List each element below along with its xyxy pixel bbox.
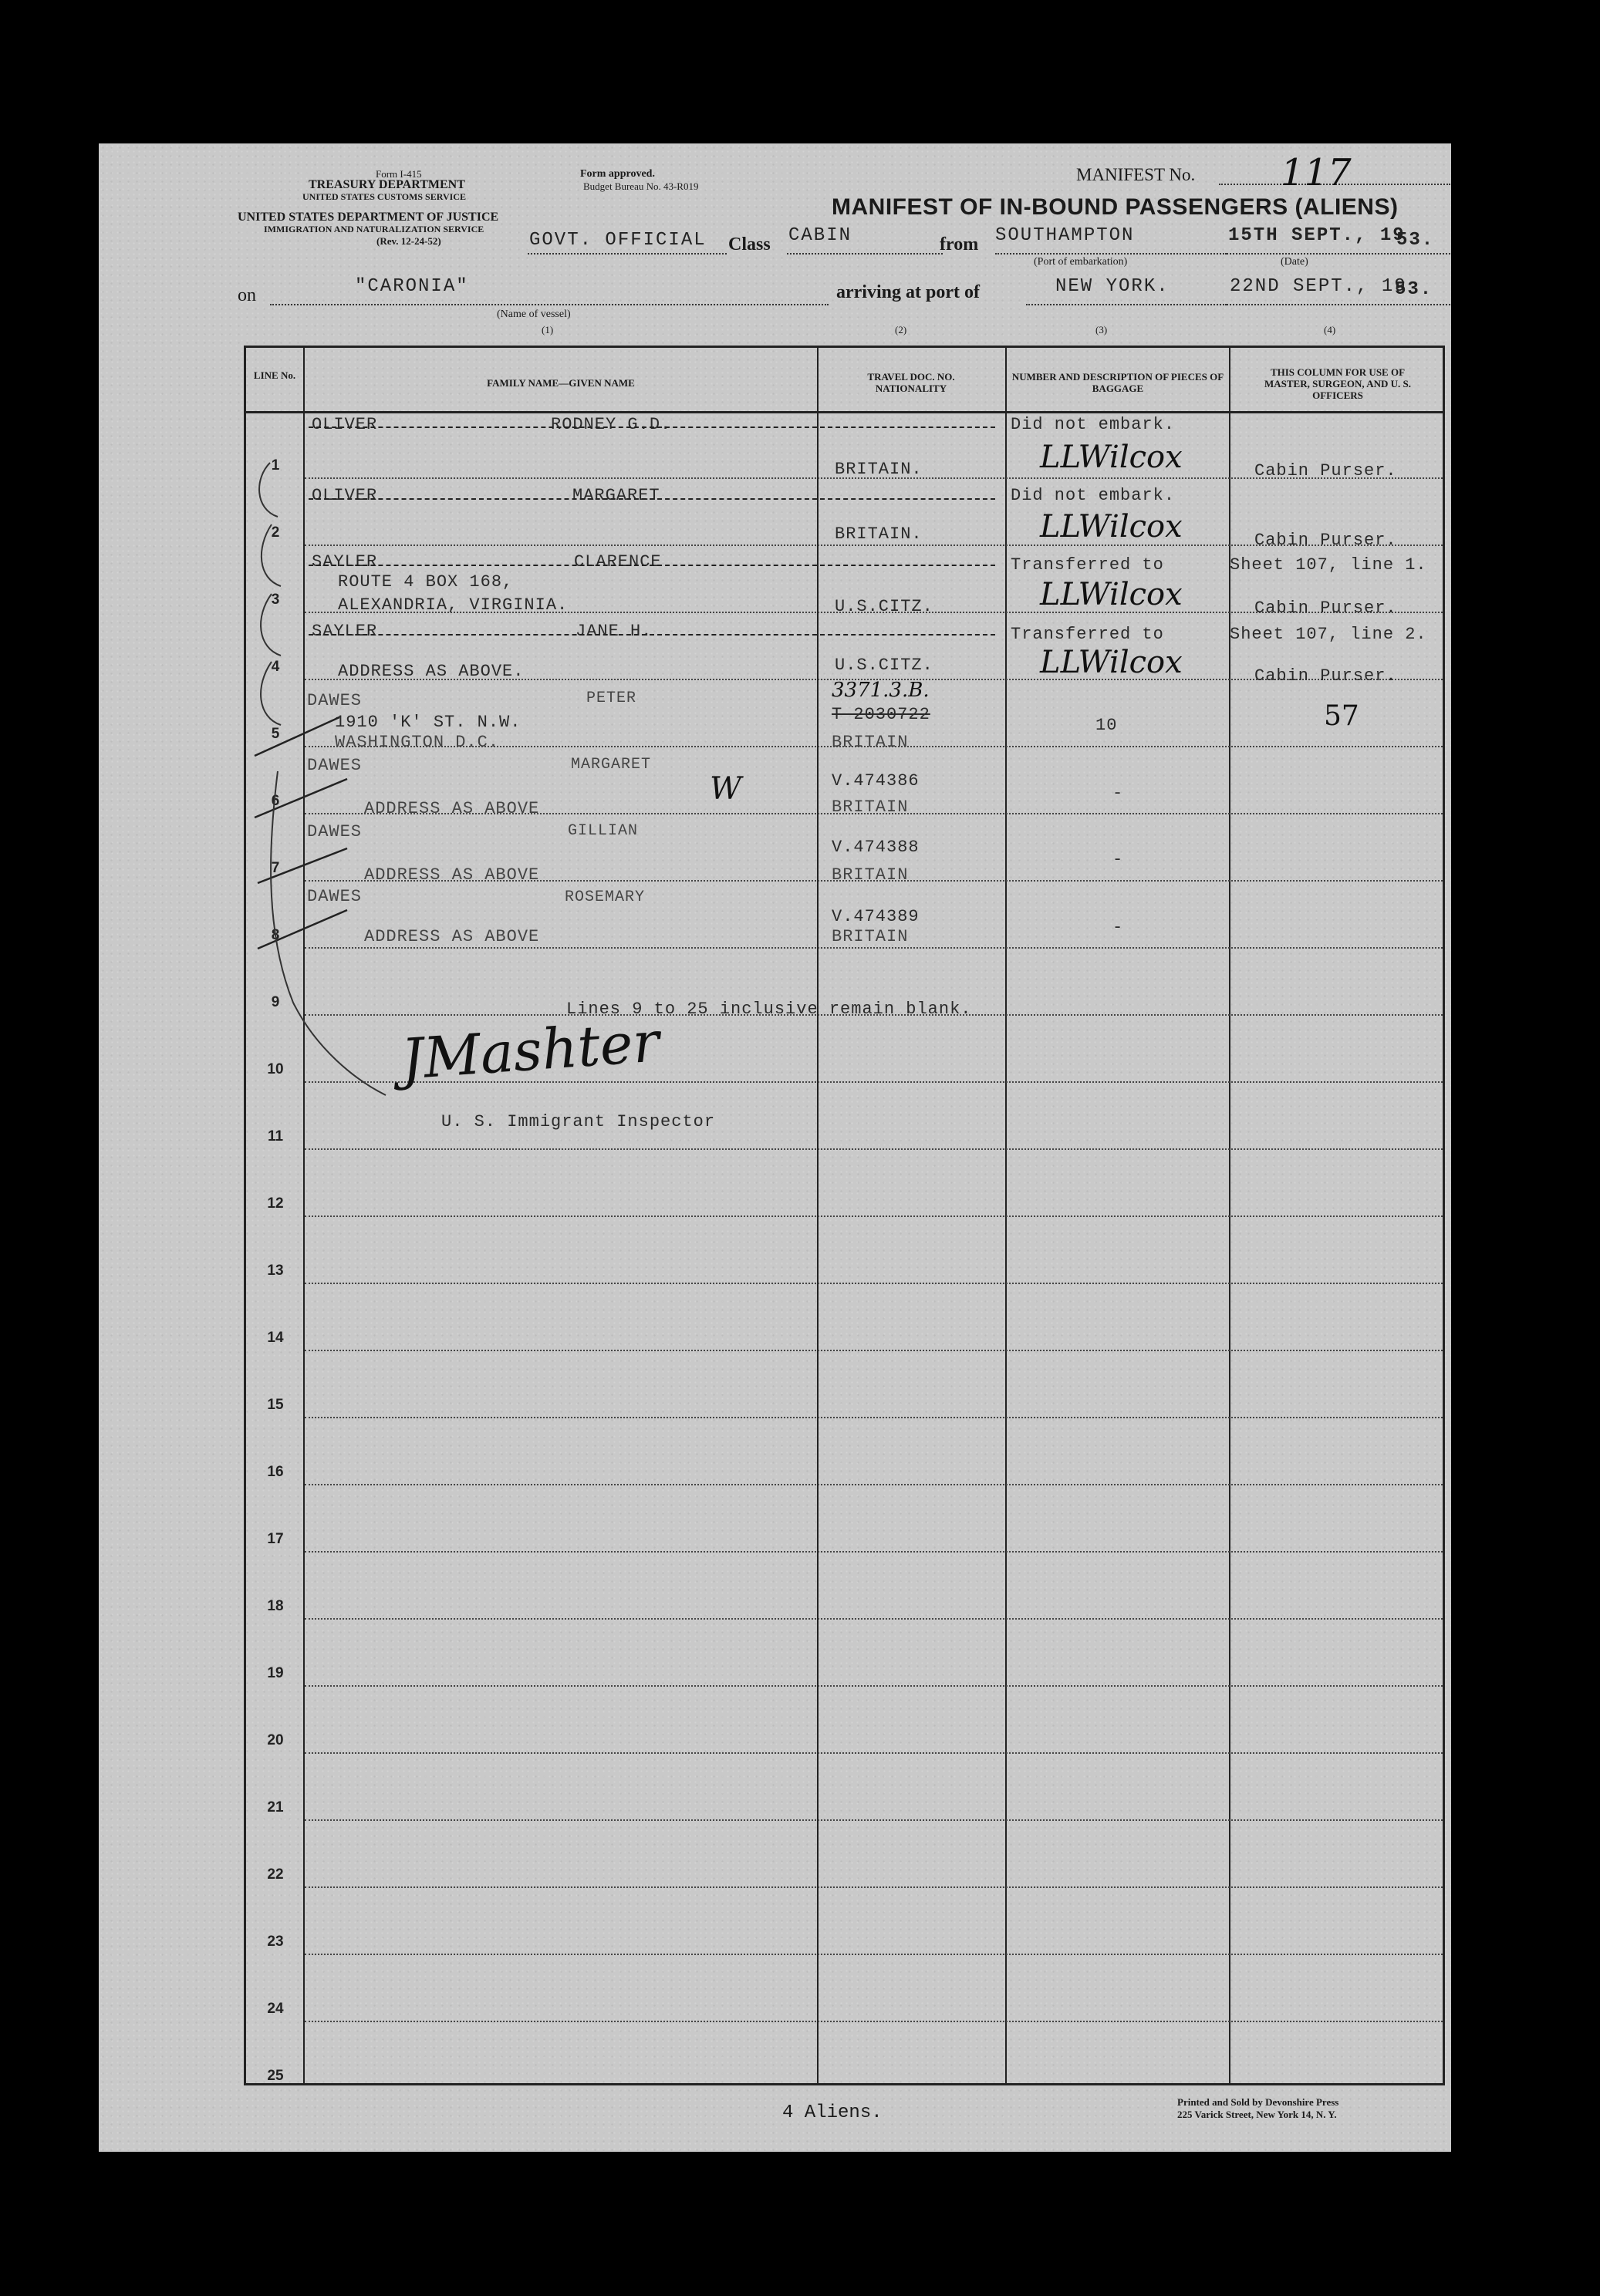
r4-use-note: Sheet 107, line 2. <box>1230 625 1427 644</box>
line-number: 16 <box>267 1464 284 1480</box>
inspector-title: U. S. Immigrant Inspector <box>441 1112 716 1131</box>
r1-use: Cabin Purser. <box>1254 461 1397 480</box>
r5-bag: 10 <box>1095 716 1118 735</box>
line-number: 22 <box>267 1866 284 1883</box>
header-baggage: NUMBER AND DESCRIPTION OF PIECES OF BAGGAGE <box>1011 371 1224 394</box>
row-rule <box>305 1819 1443 1821</box>
date-arrive: 22ND SEPT., 19 <box>1230 276 1407 297</box>
blank-lines-note: Lines 9 to 25 inclusive remain blank. <box>566 1000 972 1019</box>
col4-caption: (4) <box>1324 324 1336 335</box>
r1-given: RODNEY G.D. <box>551 415 672 434</box>
pen-strokes <box>247 432 602 1157</box>
line-number: 10 <box>267 1061 284 1077</box>
r4-initials: LLWilcox <box>1040 645 1183 680</box>
inspector-signature: JMashter <box>399 1009 662 1092</box>
r3-address-1: ROUTE 4 BOX 168, <box>338 572 514 592</box>
r8-family: DAWES <box>307 887 363 906</box>
line-number: 6 <box>271 793 280 809</box>
line-number: 3 <box>271 592 280 608</box>
header-name: FAMILY NAME—GIVEN NAME <box>487 377 635 389</box>
row-rule <box>305 1886 1443 1888</box>
line-number: 21 <box>267 1799 284 1816</box>
line-number: 12 <box>267 1195 284 1212</box>
line-number: 9 <box>271 994 280 1010</box>
r4-given: JANE H. <box>576 622 653 641</box>
r8-doc: V.474389 <box>832 907 920 926</box>
r5-nat: BRITAIN <box>832 733 909 752</box>
col1-caption: (1) <box>542 324 554 335</box>
r5-family: DAWES <box>307 691 363 710</box>
r6-mark: W <box>710 771 742 807</box>
customs-service: UNITED STATES CUSTOMS SERVICE <box>302 191 466 202</box>
header-travel-doc: TRAVEL DOC. NO. NATIONALITY <box>867 371 955 394</box>
class-line <box>528 253 727 255</box>
vessel-line <box>270 304 829 305</box>
row-rule <box>305 1283 1443 1284</box>
budget-bureau: Budget Bureau No. 43-R019 <box>583 180 699 192</box>
justice-dept: UNITED STATES DEPARTMENT OF JUSTICE <box>238 211 499 224</box>
r4-address: ADDRESS AS ABOVE. <box>338 662 525 681</box>
date-caption: (Date) <box>1281 256 1308 268</box>
r2-initials: LLWilcox <box>1040 509 1183 544</box>
line-number: 20 <box>267 1732 284 1748</box>
line-number: 7 <box>271 860 280 876</box>
date-embark-line <box>1227 253 1450 255</box>
r1-strike <box>309 426 995 428</box>
r2-use: Cabin Purser. <box>1254 531 1397 550</box>
r4-nat: U.S.CITZ. <box>835 656 933 675</box>
port-embark: SOUTHAMPTON <box>995 225 1135 246</box>
port-embark-caption: (Port of embarkation) <box>1034 256 1128 268</box>
r5-use: 57 <box>1324 700 1359 732</box>
manifest-title: MANIFEST OF IN-BOUND PASSENGERS (ALIENS) <box>832 194 1399 220</box>
year-embark: 53. <box>1396 230 1435 251</box>
r6-given: MARGARET <box>571 756 652 774</box>
port-embark-line <box>995 253 1227 255</box>
line-number: 24 <box>267 2001 284 2017</box>
r6-nat: BRITAIN <box>832 797 909 817</box>
line-number: 4 <box>271 659 280 675</box>
r2-given: MARGARET <box>572 486 660 505</box>
r1-nat: BRITAIN. <box>835 460 923 479</box>
class-label: Class <box>728 234 771 255</box>
r3-bag: Transferred to <box>1011 555 1164 575</box>
row-rule <box>305 1417 1443 1418</box>
row-rule <box>305 1954 1443 1955</box>
on-label: on <box>238 285 256 305</box>
line-number: 5 <box>271 726 280 742</box>
line-number: 8 <box>271 927 280 943</box>
row-rule <box>305 1752 1443 1754</box>
revision: (Rev. 12-24-52) <box>376 235 441 247</box>
header-line-no: LINE No. <box>253 369 296 381</box>
r7-doc: V.474388 <box>832 838 920 857</box>
r3-use: Cabin Purser. <box>1254 598 1397 618</box>
line-number: 18 <box>267 1598 284 1614</box>
r5-doc-handwritten: 3371.3.B. <box>832 679 930 702</box>
r1-initials: LLWilcox <box>1040 440 1183 475</box>
r6-doc: V.474386 <box>832 771 920 791</box>
r8-bag: - <box>1112 918 1124 937</box>
line-number: 17 <box>267 1531 284 1547</box>
r7-address: ADDRESS AS ABOVE <box>364 865 540 885</box>
arriving-label: arriving at port of <box>836 282 980 302</box>
r2-bag: Did not embark. <box>1011 486 1176 505</box>
vessel-caption: (Name of vessel) <box>497 308 571 320</box>
r6-family: DAWES <box>307 756 363 775</box>
line-number: 15 <box>267 1397 284 1413</box>
row-rule <box>305 1350 1443 1351</box>
row-rule <box>305 1618 1443 1620</box>
row-rule <box>305 2021 1443 2022</box>
line-number: 2 <box>271 524 280 541</box>
row-rule <box>305 1685 1443 1687</box>
line-number: 23 <box>267 1934 284 1950</box>
header-rule <box>246 411 1443 413</box>
r5-address-2: WASHINGTON D.C. <box>335 733 500 752</box>
r3-use-note: Sheet 107, line 1. <box>1230 555 1427 575</box>
r3-address-2: ALEXANDRIA, VIRGINIA. <box>338 595 569 615</box>
r5-doc: T-2030722 <box>832 705 930 724</box>
ins-service: IMMIGRATION AND NATURALIZATION SERVICE <box>264 224 484 234</box>
row-rule <box>305 1215 1443 1217</box>
form-number: Form I-415 <box>376 168 422 180</box>
r7-bag: - <box>1112 850 1124 869</box>
col3-caption: (3) <box>1095 324 1108 335</box>
r6-bag: - <box>1112 784 1124 803</box>
date-embark: 15TH SEPT., 19 <box>1228 225 1406 246</box>
r8-nat: BRITAIN <box>832 927 909 946</box>
printer-line-1: Printed and Sold by Devonshire Press <box>1177 2096 1339 2108</box>
manifest-no-label: MANIFEST No. <box>1076 165 1196 184</box>
r4-bag: Transferred to <box>1011 625 1164 644</box>
r5-given: PETER <box>586 689 637 707</box>
r4-use: Cabin Purser. <box>1254 666 1397 686</box>
r7-given: GILLIAN <box>568 822 639 840</box>
r3-nat: U.S.CITZ. <box>835 597 933 616</box>
line-number: 13 <box>267 1263 284 1279</box>
r3-initials: LLWilcox <box>1040 577 1183 612</box>
r6-address: ADDRESS AS ABOVE <box>364 799 540 818</box>
r2-nat: BRITAIN. <box>835 524 923 544</box>
class2-line <box>787 253 943 255</box>
date-arrive-line <box>1227 304 1450 305</box>
col2-caption: (2) <box>895 324 907 335</box>
aliens-count: 4 Aliens. <box>782 2102 883 2123</box>
year-arrive: 53. <box>1395 279 1433 300</box>
line-number: 1 <box>271 457 280 474</box>
manifest-number: 117 <box>1281 151 1352 194</box>
r1-bag: Did not embark. <box>1011 415 1176 434</box>
class-value: GOVT. OFFICIAL <box>529 230 707 251</box>
line-number: 14 <box>267 1330 284 1346</box>
r7-nat: BRITAIN <box>832 865 909 885</box>
printer-line-2: 225 Varick Street, New York 14, N. Y. <box>1177 2109 1337 2120</box>
r2-family: OLIVER <box>312 486 378 505</box>
r7-family: DAWES <box>307 822 363 841</box>
port-arrive-line <box>1026 304 1227 305</box>
port-arrive: NEW YORK. <box>1055 276 1170 297</box>
r1-family: OLIVER <box>312 415 378 434</box>
from-label: from <box>940 234 979 255</box>
r5-address-1: 1910 'K' ST. N.W. <box>335 713 522 732</box>
vessel-name: "CARONIA" <box>355 276 469 297</box>
row-rule <box>305 1484 1443 1485</box>
line-number: 19 <box>267 1665 284 1681</box>
r8-address: ADDRESS AS ABOVE <box>364 927 540 946</box>
r8-given: ROSEMARY <box>565 888 646 906</box>
form-approved: Form approved. <box>580 168 655 180</box>
r3-given: CLARENCE <box>574 552 662 571</box>
line-number: 25 <box>267 2068 284 2084</box>
r4-family: SAYLER <box>312 622 378 641</box>
row-rule <box>305 1551 1443 1553</box>
line-number: 11 <box>267 1128 284 1145</box>
treasury-dept: TREASURY DEPARTMENT <box>309 178 465 191</box>
header-official-use: THIS COLUMN FOR USE OF MASTER, SURGEON, AND U. S. OFFICERS <box>1264 366 1411 401</box>
class2-value: CABIN <box>788 225 852 246</box>
r3-family: SAYLER <box>312 552 378 571</box>
